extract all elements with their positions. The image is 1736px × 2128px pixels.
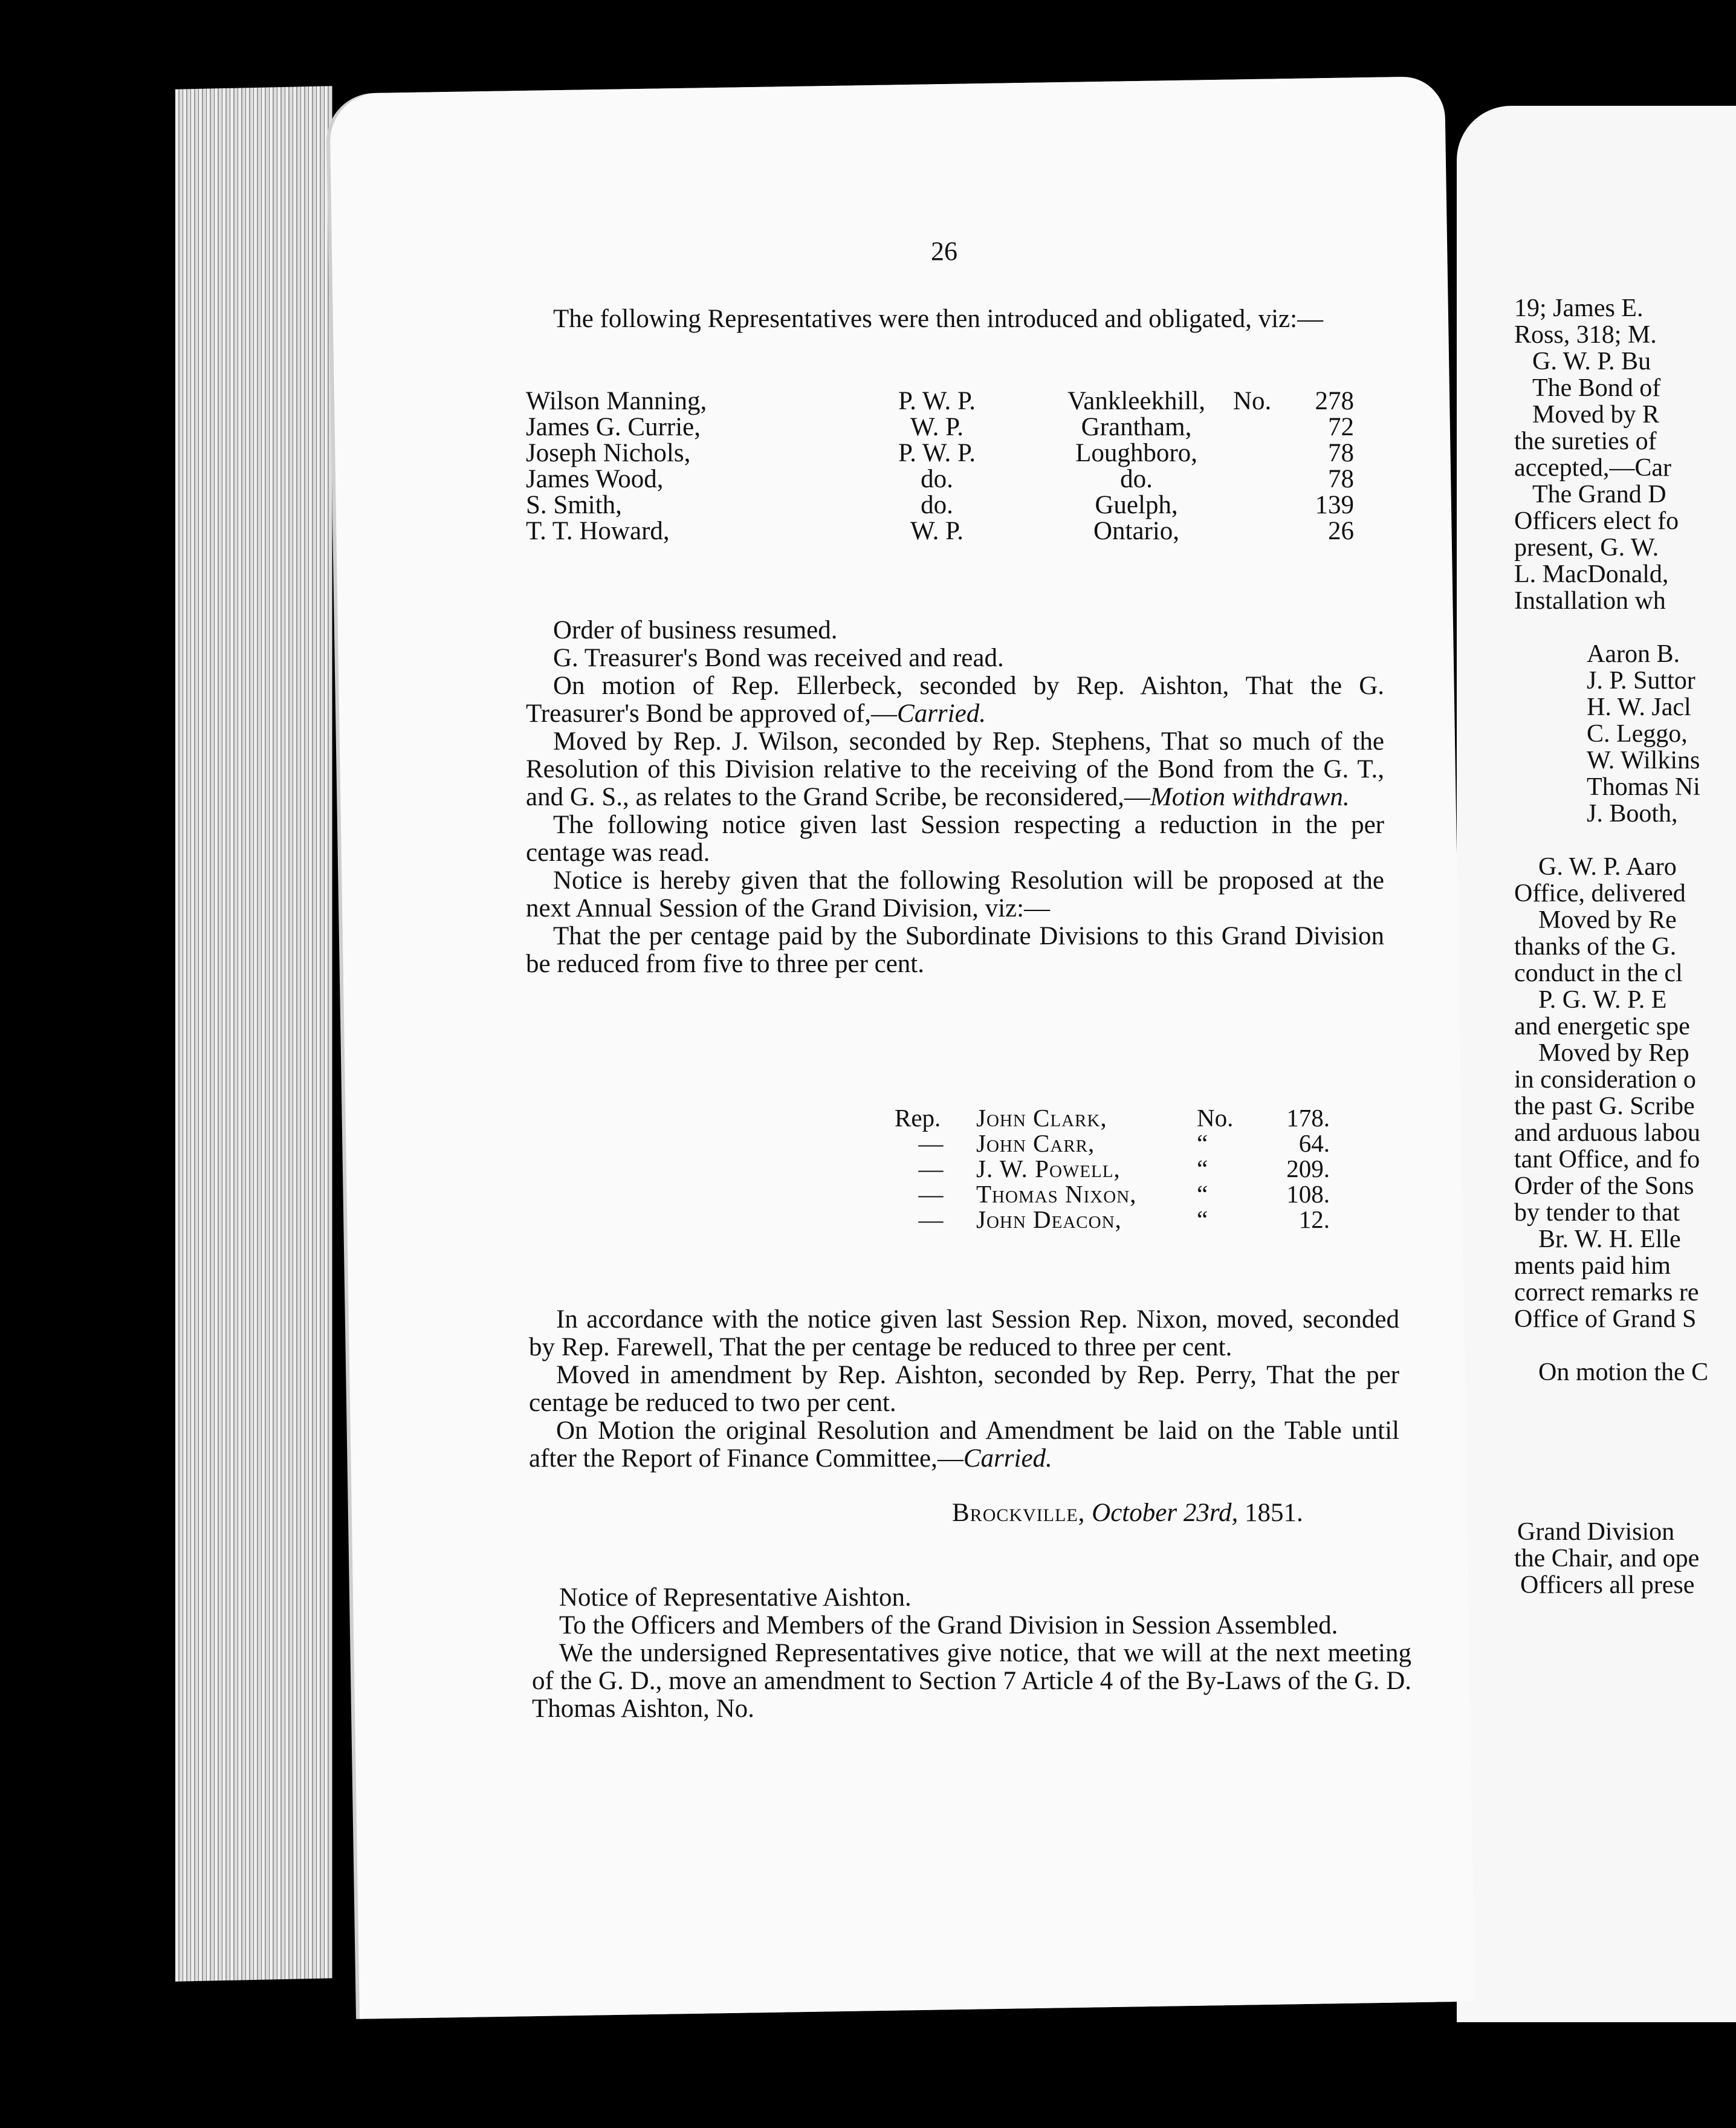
signatory-number: 12. (1298, 1205, 1330, 1233)
signatory-mark: “ (1197, 1155, 1208, 1182)
paragraph: The following notice given last Session respecting a reduction in the per centage was read. (526, 811, 1384, 867)
paragraph-text: On motion of Rep. Ellerbeck, seconded by Rep. Aishton, That the G. Treasurer's Bond be approved of,— (526, 672, 1384, 728)
list-item (895, 1130, 1330, 1156)
right-page-line: G. W. P. Bu (1532, 348, 1651, 375)
rep-number: 139 (1315, 491, 1354, 519)
right-page-line (1514, 827, 1708, 854)
right-page-line: Office, delivered (1514, 880, 1686, 907)
right-page-line: the sureties of (1514, 427, 1657, 455)
right-page-line: L. MacDonald, (1514, 560, 1669, 588)
rep-name: James G. Currie, (526, 413, 701, 441)
rep-place: Grantham, (1081, 413, 1192, 441)
paragraph-italic: Motion withdrawn. (1150, 783, 1350, 811)
table-row (526, 414, 1354, 440)
table-row (526, 518, 1354, 544)
signatory-prefix: — (918, 1129, 944, 1157)
dateline-place: Brockville, (952, 1499, 1086, 1527)
right-page-line: W. Wilkins (1587, 747, 1700, 774)
rep-name: James Wood, (526, 465, 664, 493)
signatory-name: Thomas Nixon, (976, 1180, 1137, 1208)
right-page-line: 19; James E. (1514, 294, 1644, 322)
rep-number: 78 (1328, 465, 1354, 493)
paragraph: That the per centage paid by the Subordinate Divisions to this Grand Division be reduced from five to three per cent. (526, 922, 1384, 978)
right-page-line: Order of the Sons (1514, 1172, 1694, 1200)
right-page-line: by tender to that (1514, 1199, 1680, 1227)
right-page-line: Office of Grand S (1514, 1305, 1697, 1333)
signatory-number: 108. (1286, 1180, 1330, 1208)
right-page-line: the Chair, and ope (1514, 1545, 1700, 1572)
intro-text: The following Representatives were then introduced and obligated, viz:— (553, 305, 1324, 333)
right-page-line: the past G. Scribe (1514, 1092, 1695, 1120)
rep-place: Ontario, (1093, 517, 1180, 545)
representatives-table (526, 388, 1354, 544)
right-page-line: Br. W. H. Elle (1538, 1225, 1681, 1253)
right-page-line (1514, 1439, 1708, 1465)
rep-place: do. (1120, 465, 1153, 493)
rep-title: do. (921, 491, 953, 519)
paragraph: We the undersigned Representatives give notice, that we will at the next meeting of the G. D., move an amendment to Section 7 Article 4 of the By-Laws of the G. D. Thomas Aishton, No. (532, 1639, 1411, 1723)
list-item (895, 1181, 1330, 1207)
right-page-line: J. Booth, (1587, 800, 1678, 828)
right-page-line: in consideration o (1514, 1066, 1696, 1094)
dateline-date: October 23rd, (1092, 1499, 1239, 1527)
paragraph: G. Treasurer's Bond was received and read. (553, 644, 1004, 672)
right-page-line (1514, 1412, 1708, 1439)
right-page-line: correct remarks re (1514, 1279, 1699, 1306)
rep-number: 278 (1315, 387, 1354, 415)
rep-title: W. P. (910, 517, 964, 545)
right-page-line: Aaron B. (1587, 640, 1680, 668)
right-page-line (1514, 614, 1708, 641)
right-page-line: tant Office, and fo (1514, 1146, 1700, 1173)
paragraph-text: Moved by Rep. J. Wilson, seconded by Rep. Stephens, That so much of the Resolution of this Division relative to the receiving of the Bond from the G. T., and G. S., as relates to the Grand Scribe, be reconsidered,— (526, 727, 1384, 811)
paragraph: In accordance with the notice given last Session Rep. Nixon, moved, seconded by Rep. Farewell, That the per centage be reduced to three per cent. (529, 1305, 1399, 1361)
signatories-list (895, 1105, 1330, 1232)
right-page-line: and arduous labou (1514, 1119, 1700, 1147)
signatory-prefix: — (918, 1205, 944, 1233)
paragraph-italic: Carried. (897, 699, 986, 728)
rep-place: Guelph, (1095, 491, 1178, 519)
paragraph: Moved in amendment by Rep. Aishton, seconded by Rep. Perry, That the per centage be reduced to two per cent. (529, 1361, 1399, 1417)
right-page-line: C. Leggo, (1587, 720, 1688, 748)
paragraph: Notice of Representative Aishton. (559, 1583, 912, 1612)
signatory-number: 178. (1286, 1104, 1330, 1132)
signatory-name: John Carr, (976, 1129, 1095, 1157)
right-page-line: ments paid him (1514, 1252, 1671, 1280)
signatory-number: 64. (1298, 1129, 1330, 1157)
signatory-number: 209. (1286, 1155, 1330, 1182)
notice-paragraphs (532, 1584, 1411, 1723)
book-page-edges (175, 86, 332, 1981)
rep-title: P. W. P. (898, 439, 976, 467)
signatory-prefix: Rep. (895, 1104, 941, 1132)
rep-name: S. Smith, (526, 491, 622, 519)
paragraph (529, 1417, 1399, 1473)
paragraph: To the Officers and Members of the Grand Division in Session Assembled. (559, 1611, 1338, 1640)
right-page-line: and energetic spe (1514, 1013, 1690, 1040)
intro-paragraph (526, 305, 1354, 333)
rep-no-label: No. (1233, 387, 1272, 415)
right-page-line: Thomas Ni (1587, 773, 1700, 801)
right-page-line (1514, 1386, 1708, 1412)
paragraph: Order of business resumed. (553, 616, 838, 644)
right-page-line: Ross, 318; M. (1514, 321, 1657, 349)
right-page-line: P. G. W. P. E (1538, 986, 1667, 1014)
motion-paragraphs (529, 1306, 1399, 1473)
rep-name: T. T. Howard, (526, 517, 670, 545)
list-item (895, 1156, 1330, 1181)
table-row (526, 440, 1354, 466)
rep-name: Wilson Manning, (526, 387, 707, 415)
paragraph: Notice is hereby given that the following Resolution will be proposed at the next Annual Session of the Grand Division, viz:— (526, 866, 1384, 923)
rep-number: 26 (1328, 517, 1354, 545)
paragraph (526, 672, 1384, 728)
signatory-mark: “ (1197, 1129, 1208, 1157)
rep-place: Vankleekhill, (1067, 387, 1206, 415)
table-row (526, 388, 1354, 414)
right-page-line: J. P. Suttor (1587, 667, 1696, 695)
right-page-line: On motion the C (1538, 1358, 1709, 1386)
right-page-line: thanks of the G. (1514, 933, 1677, 961)
right-page-line: The Grand D (1532, 481, 1666, 508)
rep-place: Loughboro, (1075, 439, 1197, 467)
right-page-line: G. W. P. Aaro (1538, 853, 1677, 881)
right-page-line (1514, 1492, 1708, 1519)
right-page-line: conduct in the cl (1514, 959, 1683, 987)
right-page-line: Officers elect fo (1514, 507, 1679, 535)
right-page-line: Officers all prese (1520, 1571, 1695, 1599)
signatory-prefix: — (918, 1180, 944, 1208)
right-page-line: The Bond of (1532, 374, 1661, 402)
right-page-line (1514, 1465, 1708, 1492)
paragraph-text: On Motion the original Resolution and Amendment be laid on the Table until after the Report of Finance Committee,— (529, 1416, 1399, 1473)
right-page-text (1514, 295, 1708, 1598)
rep-title: do. (921, 465, 953, 493)
right-page-line: Moved by Re (1538, 906, 1677, 934)
page-number: 26 (931, 236, 957, 266)
table-row (526, 492, 1354, 518)
right-page-line: Installation wh (1514, 587, 1666, 615)
right-page-line: Grand Division (1517, 1518, 1675, 1546)
signatory-mark: No. (1197, 1104, 1234, 1132)
paragraph (526, 728, 1384, 811)
signatory-name: John Deacon, (976, 1205, 1122, 1233)
right-page-line: Moved by Rep (1538, 1039, 1689, 1067)
left-page (329, 76, 1475, 2019)
list-item (895, 1105, 1330, 1130)
signatory-name: John Clark, (976, 1104, 1107, 1132)
right-page-line: accepted,—Car (1514, 454, 1672, 482)
business-paragraphs (526, 617, 1384, 978)
paragraph-italic: Carried. (963, 1444, 1052, 1473)
rep-number: 72 (1328, 413, 1354, 441)
rep-title: W. P. (910, 413, 964, 441)
rep-number: 78 (1328, 439, 1354, 467)
signatory-name: J. W. Powell, (976, 1155, 1121, 1182)
rep-title: P. W. P. (898, 387, 976, 415)
right-page-line (1514, 1332, 1708, 1359)
signatory-mark: “ (1197, 1180, 1208, 1208)
right-page-line: Moved by R (1532, 401, 1659, 429)
signatory-prefix: — (918, 1155, 944, 1182)
signatory-mark: “ (1197, 1205, 1208, 1233)
right-page-line: present, G. W. (1514, 534, 1659, 562)
dateline (952, 1499, 1303, 1527)
rep-name: Joseph Nichols, (526, 439, 691, 467)
right-page-line: H. W. Jacl (1587, 693, 1691, 721)
dateline-year: 1851. (1244, 1499, 1303, 1527)
table-row (526, 466, 1354, 492)
list-item (895, 1207, 1330, 1232)
